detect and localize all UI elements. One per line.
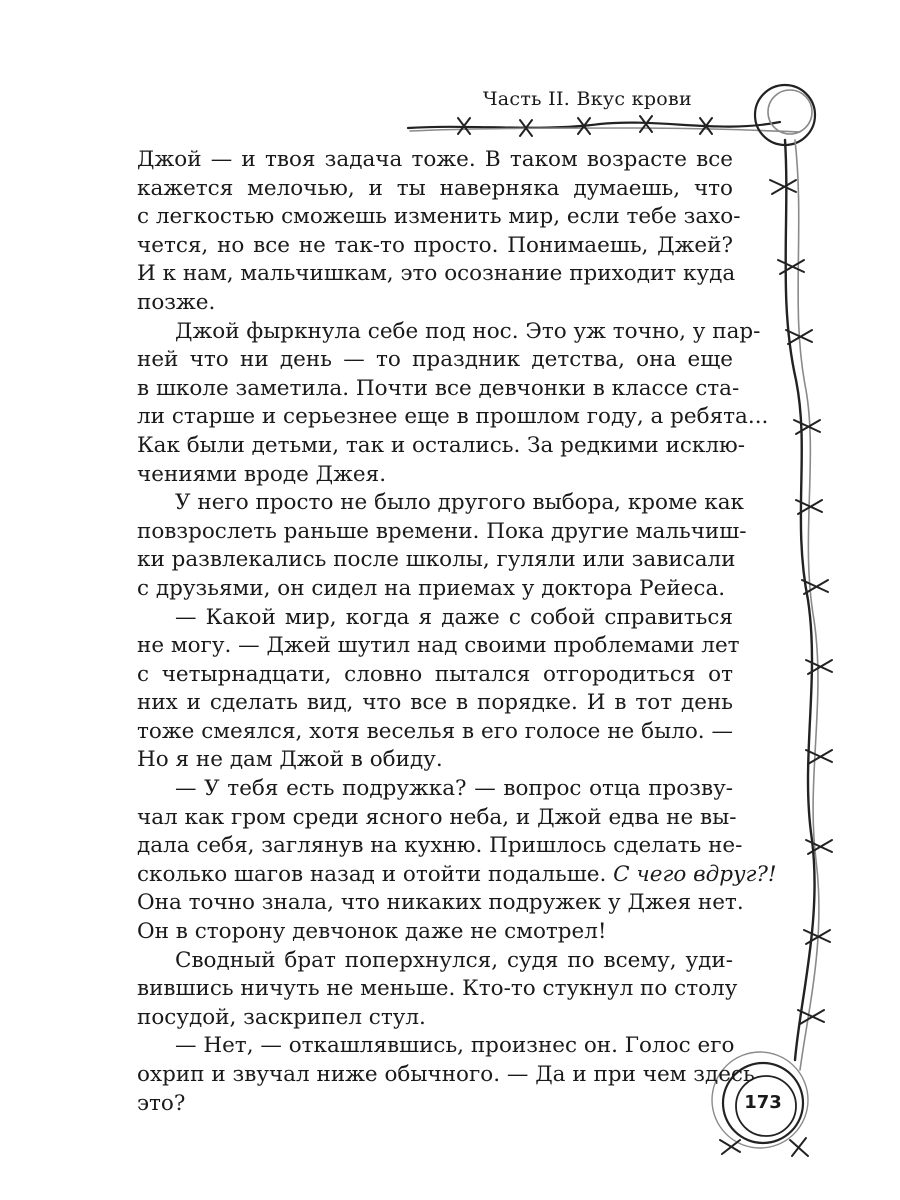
- text-line: с легкостью сможешь изменить мир, если тебе захо-: [137, 204, 741, 230]
- text-line: ней что ни день — то праздник детства, она еще: [137, 347, 733, 373]
- text-line: тоже смеялся, хотя веселья в его голосе не было. —: [137, 718, 733, 744]
- page-number: 173: [744, 1092, 782, 1113]
- running-head: Часть II. Вкус крови: [482, 88, 692, 110]
- barbed-wire-coil-top: [755, 85, 815, 145]
- text-line: дала себя, заглянув на кухню. Пришлось сделать не-: [137, 833, 743, 859]
- text-line: не могу. — Джей шутил над своими проблемами лет: [137, 633, 740, 659]
- text-line: Джой — и твоя задача тоже. В таком возрасте все: [137, 147, 733, 172]
- barbed-wire-right: [785, 140, 815, 1060]
- text-line-with-italic: [137, 861, 777, 890]
- text-line: Она точно знала, что никаких подружек у Джея нет.: [137, 890, 744, 916]
- text-line: позже.: [137, 289, 216, 315]
- text-line: чениями вроде Джея.: [137, 461, 387, 487]
- text-line: — У тебя есть подружка? — вопрос отца прозву-: [175, 776, 733, 802]
- text-line: охрип и звучал ниже обычного. — Да и при чем здесь: [137, 1062, 755, 1087]
- text-line: вившись ничуть не меньше. Кто-то стукнул по столу: [137, 976, 738, 1002]
- text-line: чется, но все не так-то просто. Понимаешь, Джей?: [137, 232, 733, 258]
- text-line: Как были детьми, так и остались. За редкими исклю-: [137, 432, 746, 458]
- text-segment: сколько шагов назад и отойти подальше.: [137, 861, 607, 887]
- text-line: — Нет, — откашлявшись, произнес он. Голос его: [175, 1033, 735, 1059]
- text-line: посудой, заскрипел стул.: [137, 1004, 426, 1030]
- text-line: с друзьями, он сидел на приемах у доктора Рейеса.: [137, 575, 726, 601]
- text-line: чал как гром среди ясного неба, и Джой едва не вы-: [137, 804, 737, 830]
- text-line: них и сделать вид, что все в порядке. И в тот день: [137, 690, 733, 716]
- text-line: Сводный брат поперхнулся, судя по всему, уди-: [175, 947, 733, 973]
- text-line: ки развлекались после школы, гуляли или зависали: [137, 547, 736, 573]
- italic-thought: С чего вдруг?!: [613, 861, 777, 887]
- text-line: в школе заметила. Почти все девчонки в классе ста-: [137, 375, 740, 401]
- text-line: Джой фыркнула себе под нос. Это уж точно, у пар-: [175, 318, 761, 344]
- text-line: ли старше и серьезнее еще в прошлом году, а ребята...: [137, 404, 769, 430]
- text-line: кажется мелочью, и ты наверняка думаешь, что: [137, 175, 733, 201]
- text-line: повзрослеть раньше времени. Пока другие мальчиш-: [137, 518, 747, 544]
- text-line: У него просто не было другого выбора, кроме как: [175, 490, 744, 516]
- text-line: с четырнадцати, словно пытался отгородиться от: [137, 661, 733, 687]
- text-line: — Какой мир, когда я даже с собой справиться: [175, 604, 733, 630]
- text-line: Он в сторону девчонок даже не смотрел!: [137, 919, 607, 945]
- text-line: И к нам, мальчишкам, это осознание приходит куда: [137, 261, 736, 287]
- text-line: Но я не дам Джой в обиду.: [137, 747, 443, 773]
- text-line: это?: [137, 1090, 186, 1116]
